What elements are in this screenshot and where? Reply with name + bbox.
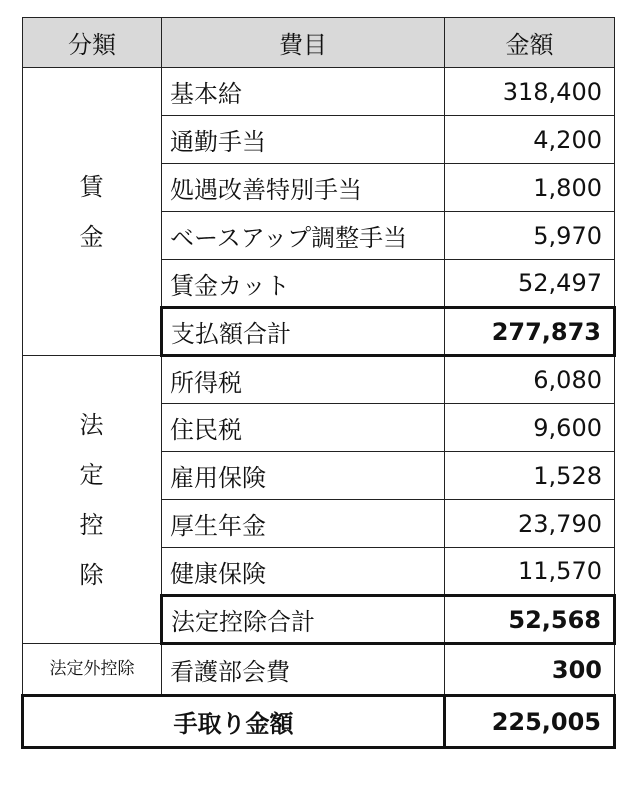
header-amount: 金額 <box>445 18 615 68</box>
item-label: 賃金カット <box>162 260 445 308</box>
item-amount: 11,570 <box>445 548 615 596</box>
item-amount: 318,400 <box>445 68 615 116</box>
header-item: 費目 <box>162 18 445 68</box>
item-amount: 5,970 <box>445 212 615 260</box>
item-label: 通勤手当 <box>162 116 445 164</box>
item-label: 雇用保険 <box>162 452 445 500</box>
item-label: 看護部会費 <box>162 644 445 696</box>
item-amount: 52,497 <box>445 260 615 308</box>
item-amount: 23,790 <box>445 500 615 548</box>
item-label: 基本給 <box>162 68 445 116</box>
net-pay-row <box>23 696 615 748</box>
subtotal-label: 支払額合計 <box>162 308 445 356</box>
item-label: 厚生年金 <box>162 500 445 548</box>
header-row <box>23 18 615 68</box>
header-category: 分類 <box>23 18 162 68</box>
subtotal-label: 法定控除合計 <box>162 596 445 644</box>
item-label: 住民税 <box>162 404 445 452</box>
table-row <box>23 68 615 116</box>
other-deductions-row <box>23 644 615 696</box>
subtotal-amount: 52,568 <box>445 596 615 644</box>
item-amount: 1,528 <box>445 452 615 500</box>
item-amount: 6,080 <box>445 356 615 404</box>
net-pay-amount: 225,005 <box>445 696 615 748</box>
net-pay-label: 手取り金額 <box>23 696 445 748</box>
subtotal-amount: 277,873 <box>445 308 615 356</box>
item-amount: 4,200 <box>445 116 615 164</box>
item-label: 健康保険 <box>162 548 445 596</box>
item-amount: 9,600 <box>445 404 615 452</box>
item-amount: 300 <box>445 644 615 696</box>
table-row <box>23 356 615 404</box>
pay-statement-table <box>21 17 616 749</box>
category-legal-deductions: 法 定 控 除 <box>23 356 162 644</box>
item-label: 所得税 <box>162 356 445 404</box>
category-wages: 賃 金 <box>23 68 162 356</box>
item-label: ベースアップ調整手当 <box>162 212 445 260</box>
item-label: 処遇改善特別手当 <box>162 164 445 212</box>
category-other-deductions: 法定外控除 <box>23 644 162 696</box>
item-amount: 1,800 <box>445 164 615 212</box>
